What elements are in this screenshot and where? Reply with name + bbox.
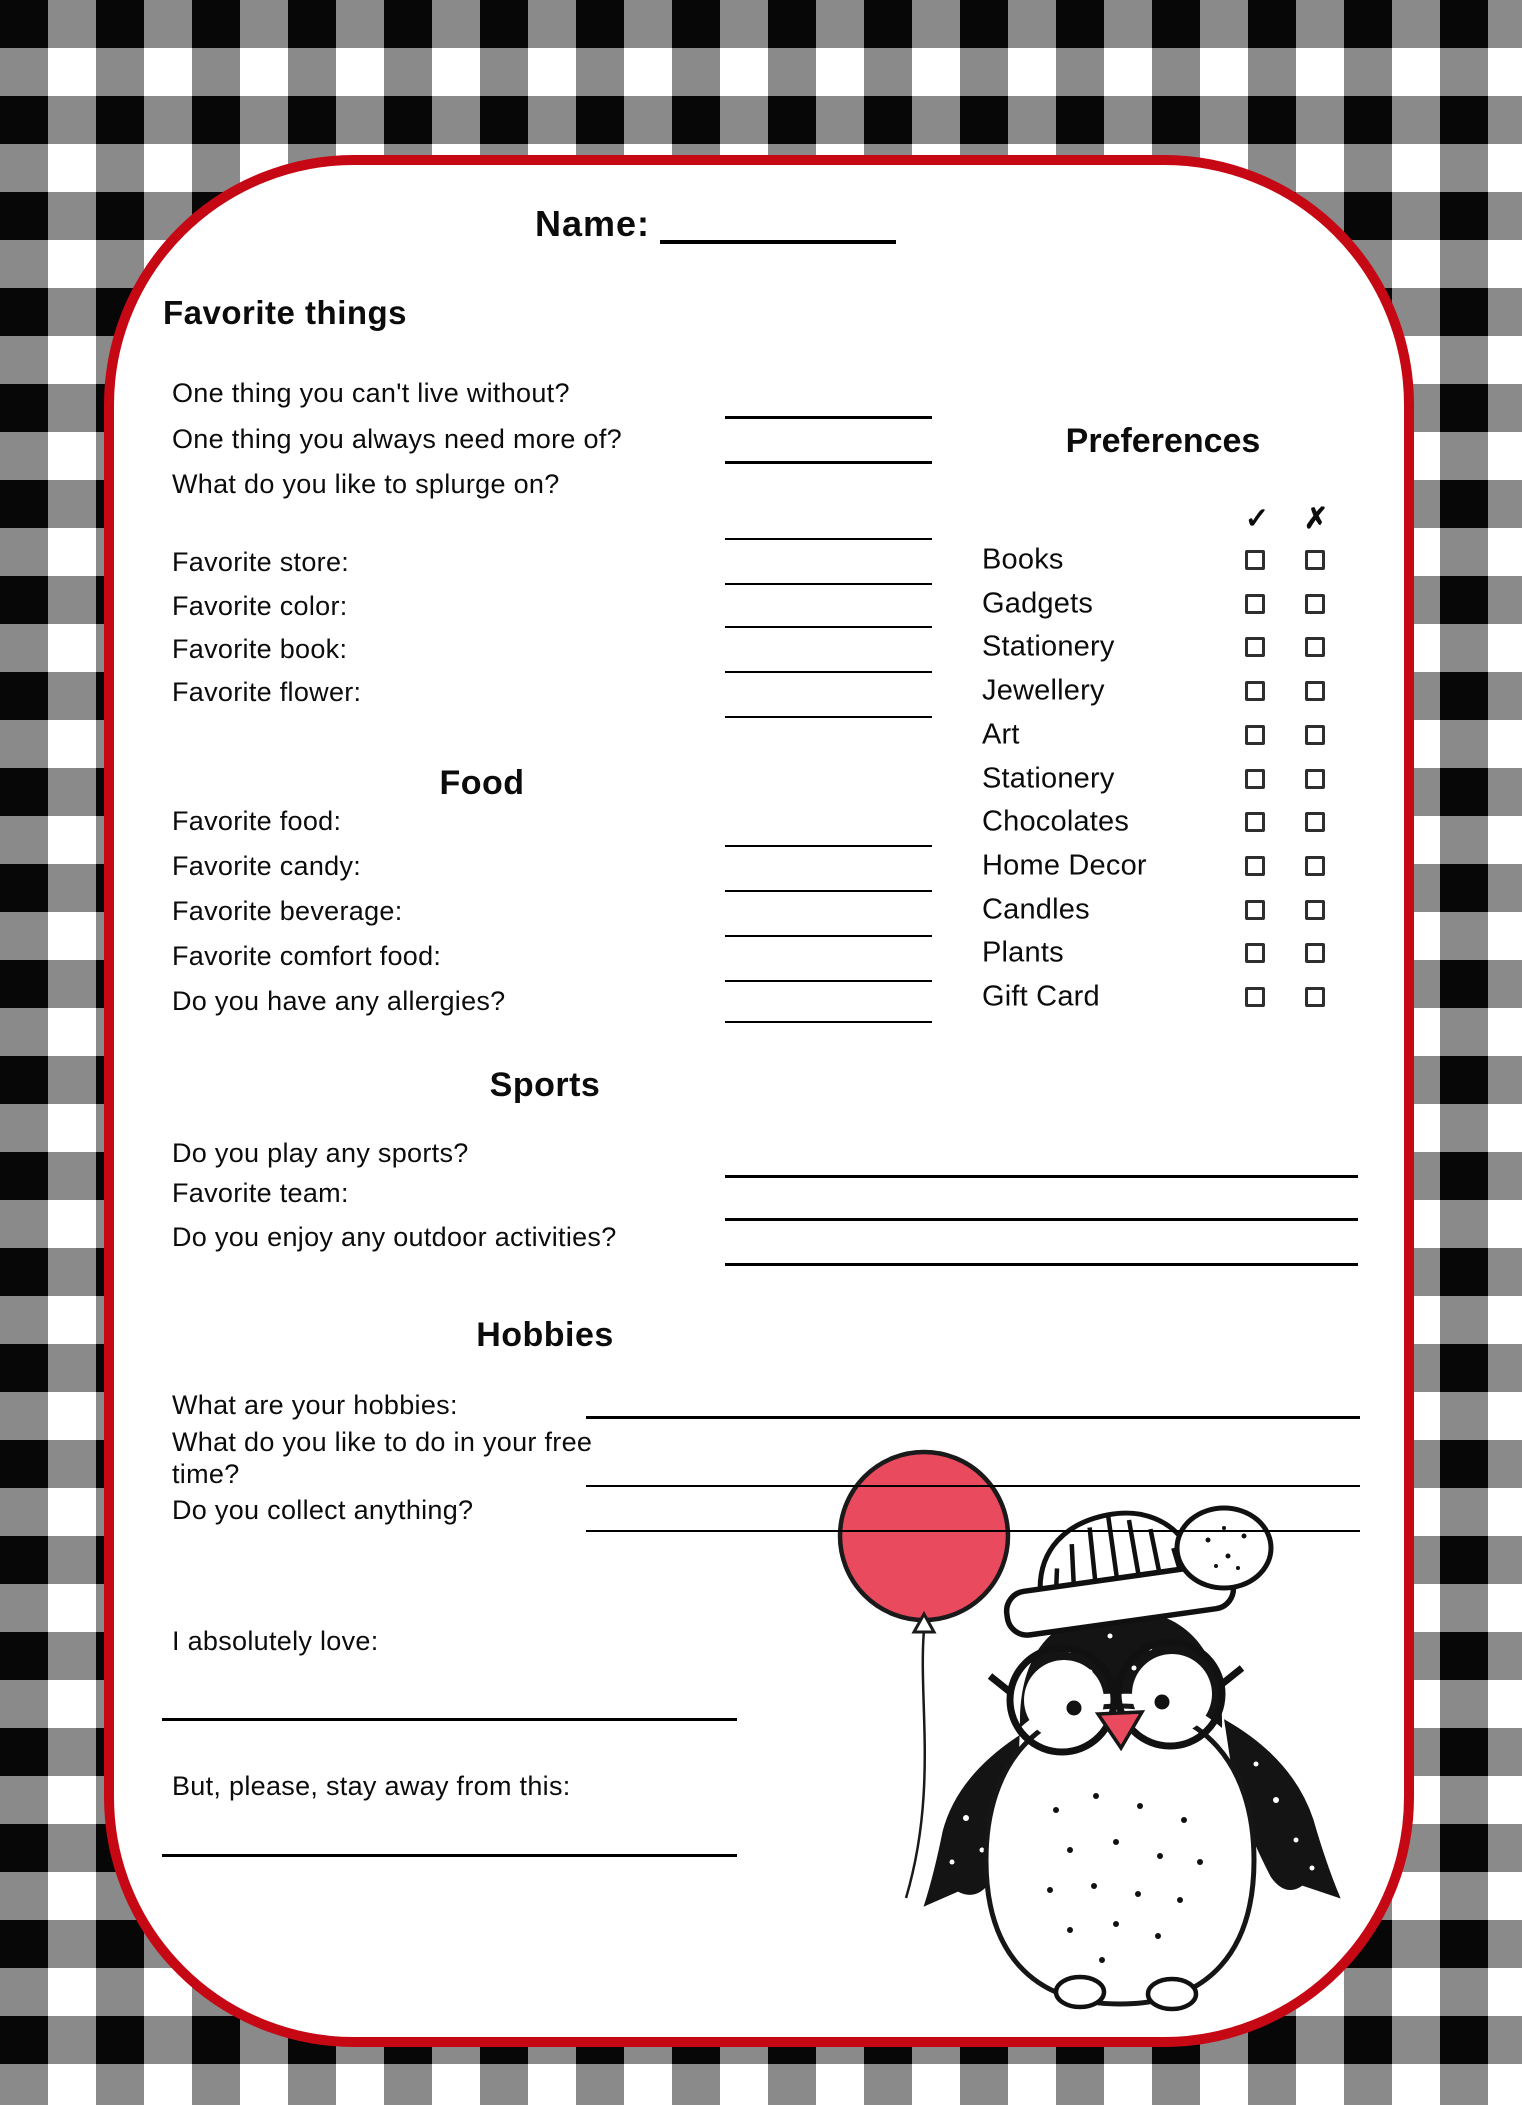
answer-line (725, 935, 932, 937)
pref-label: Art (982, 718, 1020, 751)
answer-line (725, 980, 932, 982)
name-label: Name: (535, 203, 651, 244)
red-balloon (840, 1452, 1008, 1620)
pref-checkbox-yes[interactable] (1245, 550, 1265, 570)
penguin-body (986, 1706, 1254, 2004)
answer-line (725, 671, 932, 673)
answer-line (725, 1021, 932, 1023)
pref-row (982, 582, 1362, 626)
pref-checkbox-yes[interactable] (1245, 637, 1265, 657)
pref-checkbox-yes[interactable] (1245, 681, 1265, 701)
pref-checkbox-yes[interactable] (1245, 594, 1265, 614)
label-absolutely-love: I absolutely love: (172, 1626, 379, 1656)
question-splurge-on: What do you like to splurge on? (172, 469, 560, 499)
question-hobbies: What are your hobbies: (172, 1390, 458, 1420)
left-eye-patch (1024, 1660, 1104, 1740)
pref-checkbox-yes[interactable] (1245, 769, 1265, 789)
answer-line (725, 583, 932, 585)
pref-label: Books (982, 543, 1064, 576)
answer-line (586, 1485, 1360, 1487)
pref-label: Stationery (982, 762, 1115, 795)
pref-checkbox-yes[interactable] (1245, 900, 1265, 920)
label-favorite-comfort-food: Favorite comfort food: (172, 941, 442, 971)
pref-row (982, 538, 1362, 582)
answer-line (586, 1416, 1360, 1419)
pref-checkbox-yes[interactable] (1245, 856, 1265, 876)
answer-line (586, 1530, 1360, 1532)
pref-label: Jewellery (982, 674, 1105, 707)
label-favorite-flower: Favorite flower: (172, 677, 362, 707)
answer-line (725, 1263, 1358, 1266)
pref-row (982, 888, 1362, 932)
pref-checkbox-no[interactable] (1305, 769, 1325, 789)
label-favorite-book: Favorite book: (172, 634, 348, 664)
hat-pompom (1177, 1508, 1271, 1588)
label-favorite-food: Favorite food: (172, 806, 342, 836)
pref-checkbox-no[interactable] (1305, 812, 1325, 832)
label-stay-away: But, please, stay away from this: (172, 1771, 571, 1801)
pref-label: Gift Card (982, 980, 1100, 1013)
label-favorite-candy: Favorite candy: (172, 851, 362, 881)
pref-row (982, 669, 1362, 713)
answer-line (725, 1175, 1358, 1178)
penguin-right-foot (1148, 1979, 1196, 2009)
label-favorite-color: Favorite color: (172, 591, 348, 621)
pref-label: Gadgets (982, 587, 1094, 620)
answer-line (725, 845, 932, 847)
pref-label: Candles (982, 893, 1090, 926)
answer-line (725, 716, 932, 718)
pref-label: Chocolates (982, 805, 1130, 838)
check-column-icon: ✓ (1244, 503, 1270, 535)
pref-checkbox-no[interactable] (1305, 856, 1325, 876)
pref-checkbox-yes[interactable] (1245, 725, 1265, 745)
answer-line (725, 1218, 1358, 1221)
question-play-sports: Do you play any sports? (172, 1138, 469, 1168)
pref-checkbox-no[interactable] (1305, 725, 1325, 745)
food-heading: Food (439, 764, 525, 802)
pref-checkbox-no[interactable] (1305, 550, 1325, 570)
question-collect-anything: Do you collect anything? (172, 1495, 474, 1525)
question-free-time: What do you like to do in your free time? (172, 1427, 593, 1489)
balloon-string (906, 1630, 925, 1898)
pref-row (982, 844, 1362, 888)
sports-heading: Sports (489, 1066, 601, 1104)
question-need-more-of: One thing you always need more of? (172, 424, 622, 454)
pref-checkbox-no[interactable] (1305, 943, 1325, 963)
pref-row (982, 757, 1362, 801)
pref-row (982, 931, 1362, 975)
pref-checkbox-no[interactable] (1305, 681, 1325, 701)
pref-checkbox-no[interactable] (1305, 594, 1325, 614)
pref-row (982, 800, 1362, 844)
answer-line (725, 461, 932, 464)
name-answer-line (660, 240, 896, 244)
penguin-with-balloon-illustration (830, 1435, 1350, 2050)
right-eye-patch (1132, 1654, 1212, 1734)
label-favorite-store: Favorite store: (172, 547, 350, 577)
penguin-left-foot (1056, 1977, 1104, 2007)
left-eye (1067, 1701, 1082, 1716)
answer-line (725, 890, 932, 892)
answer-line (725, 416, 932, 419)
cross-column-icon: ✗ (1303, 503, 1329, 535)
favorite-things-heading: Favorite things (163, 294, 408, 331)
label-favorite-team: Favorite team: (172, 1178, 349, 1208)
pref-label: Home Decor (982, 849, 1147, 882)
label-favorite-beverage: Favorite beverage: (172, 896, 403, 926)
pref-checkbox-yes[interactable] (1245, 987, 1265, 1007)
question-allergies: Do you have any allergies? (172, 986, 506, 1016)
answer-line (162, 1718, 737, 1721)
pref-checkbox-yes[interactable] (1245, 943, 1265, 963)
answer-line (725, 626, 932, 628)
answer-line (725, 538, 932, 540)
right-eye (1155, 1695, 1170, 1710)
question-cant-live-without: One thing you can't live without? (172, 378, 570, 408)
pref-row (982, 713, 1362, 757)
pref-label: Stationery (982, 630, 1115, 663)
answer-line (162, 1854, 737, 1857)
pref-checkbox-no[interactable] (1305, 637, 1325, 657)
pref-row (982, 975, 1362, 1019)
pref-checkbox-yes[interactable] (1245, 812, 1265, 832)
hobbies-heading: Hobbies (476, 1316, 614, 1354)
pref-checkbox-no[interactable] (1305, 900, 1325, 920)
pref-checkbox-no[interactable] (1305, 987, 1325, 1007)
question-outdoor-activities: Do you enjoy any outdoor activities? (172, 1222, 617, 1252)
pref-row (982, 625, 1362, 669)
pref-label: Plants (982, 936, 1064, 969)
preferences-heading: Preferences (1065, 422, 1261, 460)
